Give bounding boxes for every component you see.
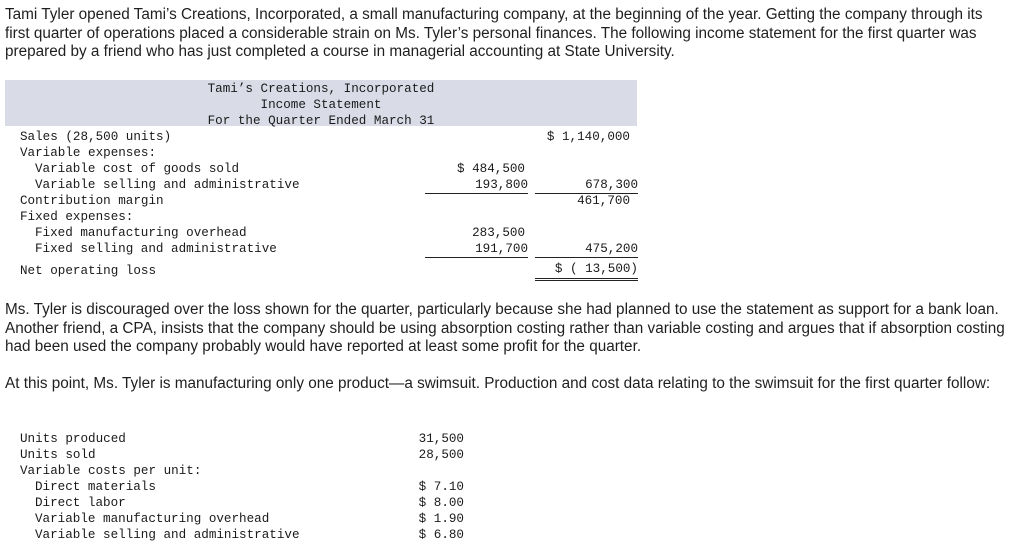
units-sold-label: Units sold [20,448,96,462]
intro-paragraph: Tami Tyler opened Tami’s Creations, Incorporated, a small manufacturing company, at the beginning of the year. Getting the company through its first quarter of operations placed a considerable strain on Ms. Tyler’s personal finances. The following income statement for the first quarter was prepared by a friend who has just completed a course in managerial accounting at State University. [5,6,983,61]
var-cogs-value: $ 484,500 [456,162,525,176]
variable-costs-label: Variable costs per unit: [20,464,202,478]
sales-total: $ 1,140,000 [546,130,630,144]
vsa-value: $ 6.80 [418,528,464,542]
net-label: Net operating loss [20,264,157,278]
cm-label: Contribution margin [20,194,164,208]
var-sa-value: 193,800 [425,178,528,194]
vmoh-value: $ 1.90 [418,512,464,526]
paragraph-3: At this point, Ms. Tyler is manufacturing only one product—a swimsuit. Production and cost data relating to the swimsuit for the first quarter follow: [5,375,991,392]
units-produced-value: 31,500 [418,432,464,446]
dm-value: $ 7.10 [418,480,464,494]
statement-period: For the Quarter Ended March 31 [207,114,435,128]
fixed-expenses-label: Fixed expenses: [20,210,134,224]
dl-label: Direct labor [35,496,126,510]
var-sa-label: Variable selling and administrative [35,178,300,192]
fixed-total: 475,200 [535,242,638,258]
statement-title: Income Statement [260,98,382,112]
net-total: $ ( 13,500) [535,262,638,281]
dl-value: $ 8.00 [418,496,464,510]
sales-label: Sales (28,500 units) [20,130,172,144]
dm-label: Direct materials [35,480,156,494]
paragraph-2: Ms. Tyler is discouraged over the loss shown for the quarter, particularly because she had planned to use the statement as support for a bank loan. Another friend, a CPA, insists that the company should be using absorption costing rather than variable costing and argues that if absorption costing had been used the company probably would have reported at least some profit for the quarter. [5,301,1005,356]
fixed-sa-label: Fixed selling and administrative [35,242,277,256]
fixed-moh-label: Fixed manufacturing overhead [35,226,247,240]
vmoh-label: Variable manufacturing overhead [35,512,270,526]
var-cogs-label: Variable cost of goods sold [35,162,240,176]
statement-company: Tami’s Creations, Incorporated [207,82,435,96]
units-produced-label: Units produced [20,432,126,446]
units-sold-value: 28,500 [418,448,464,462]
fixed-moh-value: 283,500 [472,226,525,240]
var-total: 678,300 [535,178,638,194]
variable-expenses-label: Variable expenses: [20,146,157,160]
vsa-label: Variable selling and administrative [35,528,300,542]
cm-total: 461,700 [577,194,630,208]
fixed-sa-value: 191,700 [425,242,528,258]
